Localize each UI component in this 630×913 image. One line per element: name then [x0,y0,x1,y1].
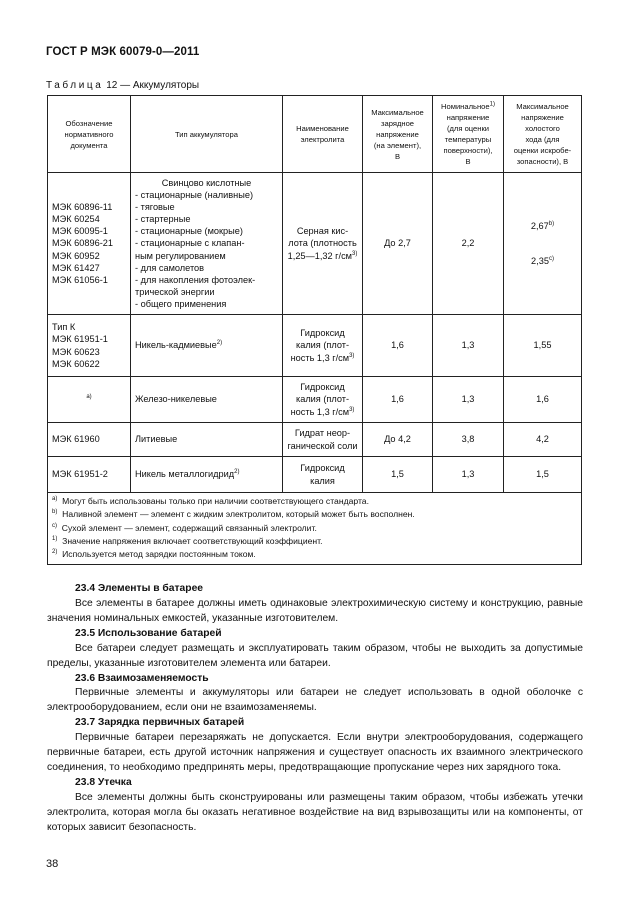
table-row-iron-nickel [48,377,582,423]
cell-nominal: 1,3 [433,315,504,377]
footnote: $^{c)}$ Сухой элемент — элемент, содержащий связанный электролит. [52,522,317,533]
cell-nominal: 1,3 [433,377,504,423]
footnote: $^{1)}$ Значение напряжения включает соответствующий коэффициент. [52,535,323,546]
cell-open-circuit: 2,67$^{b)}$ 2,35$^{c)}$ [504,173,582,315]
table-header-row [48,96,582,173]
caption-title: — Аккумуляторы [120,80,200,91]
cell-open-circuit: 1,55 [504,315,582,377]
cell-nominal: 1,3 [433,457,504,493]
section-text: Первичные элементы и аккумуляторы или батареи не следует использовать в одной оболочке с электрооборудованием, если они не взаимозаменяемы. [47,687,583,714]
cell-nominal: 3,8 [433,423,504,457]
table-row-lead-acid [48,173,582,315]
cell-electrolyte: Гидроксид калия (плот- ность 1,3 $г/см^{3)}$ [283,315,363,377]
table-caption [46,80,199,91]
cell-max-voltage: До 4,2 [363,423,433,457]
cell-type: Никель-кадмиевые$^{2)}$ [131,315,283,377]
header-electrolyte: Наименование электролита [283,96,363,173]
sections [47,582,583,836]
footnote: $^{a)}$ Могут быть использованы только при наличии соответствующего стандарта. [52,496,369,506]
cell-electrolyte: Гидроксид калия (плот- ность 1,3 $г/см^{3)}$ [283,377,363,423]
section-heading: 23.7 Зарядка первичных батарей [75,717,245,729]
table-row-nickel-cadmium [48,315,582,377]
section-text: Все элементы должны быть сконструированы или размещены таким образом, чтобы избежать утечки электролита, которая могла бы оказать негативное воздействие на вид взрывозащиты или на компоненты, от которых зависит безопасность. [47,791,583,833]
table-row-nickel-metal-hydride [48,457,582,493]
cell-docs: МЭК 60896-11 МЭК 60254 МЭК 60095-1 МЭК 60896-21 МЭК 60952 МЭК 61427 МЭК 61056-1 [48,173,131,315]
cell-open-circuit: 4,2 [504,423,582,457]
cell-electrolyte: Серная кис- лота (плотность 1,25—1,32 $г/см^{3)}$ [283,173,363,315]
section-heading: 23.6 Взаимозаменяемость [75,672,209,684]
cell-type: Никель металлогидрид$^{2)}$ [131,457,283,493]
cell-docs: МЭК 61951-2 [48,457,131,493]
section-text: Все элементы в батарее должны иметь одинаковые электрохимическую систему и конструкцию, равные значения номинальных емкостей, указанные изготовителем. [47,597,583,624]
section-heading: 23.4 Элементы в батарее [75,583,204,594]
cell-open-circuit: 1,6 [504,377,582,423]
cell-max-voltage: 1,6 [363,315,433,377]
section-text: Первичные батареи перезаряжать не допускается. Если внутри электрооборудования, содержащего первичные батареи, есть другой источник напряжения и существует опасность их взаимного электрического соединения, то необходимо предпринять меры, предотвращающие пропускание через них зарядного тока. [47,732,583,774]
document-header: ГОСТ Р МЭК 60079-0—2011 [46,46,200,58]
cell-open-circuit: 1,5 [504,457,582,493]
table-footnotes [48,493,582,565]
caption-label: Таблица [46,80,104,91]
table-row-lithium [48,423,582,457]
footnote: $^{b)}$ Наливной элемент — элемент с жидким электролитом, который может быть восполнен. [52,509,415,520]
cell-nominal: 2,2 [433,173,504,315]
cell-max-voltage: 1,5 [363,457,433,493]
section-heading: 23.8 Утечка [75,776,132,788]
cell-max-voltage: 1,6 [363,377,433,423]
footnote: $^{2)}$ Используется метод зарядки постоянным током. [52,549,256,560]
caption-number: 12 [106,80,118,91]
cell-docs: a) [48,377,131,423]
header-doc: Обозначение нормативного документа [48,96,131,173]
batteries-table [47,95,582,565]
cell-electrolyte: Гидрат неор- ганической соли [283,423,363,457]
cell-type: Литиевые [131,423,283,457]
page-number: 38 [46,858,59,870]
header-open-circuit-voltage: Максимальное напряжение холостого хода (для оценки искробе- зопасности), В [504,96,582,173]
cell-type: Свинцово кислотные - стационарные (наливные) - тяговые - стартерные - стационарные (мокрые) - стационарные с клапан- ным регулированием - для самолетов - для накопления фотоэлек- трической энергии - общего применения [131,173,283,315]
section-heading: 23.5 Использование батарей [75,627,222,639]
section-text: Все батареи следует размещать и эксплуатировать таким образом, чтобы не выходить за допустимые пределы, указанные изготовителем элемента или батареи. [47,642,583,669]
cell-docs: МЭК 61960 [48,423,131,457]
table-footnotes-row [48,493,582,565]
header-type: Тип аккумулятора [131,96,283,173]
header-max-voltage: Максимальное зарядное напряжение (на элемент), В [363,96,433,173]
cell-electrolyte: Гидроксид калия [283,457,363,493]
cell-docs: Тип К МЭК 61951-1 МЭК 60623 МЭК 60622 [48,315,131,377]
cell-type: Железо-никелевые [131,377,283,423]
header-nominal-voltage: Номинальное$^{1)}$ напряжение (для оценки температуры поверхности), В [433,96,504,173]
cell-max-voltage: До 2,7 [363,173,433,315]
